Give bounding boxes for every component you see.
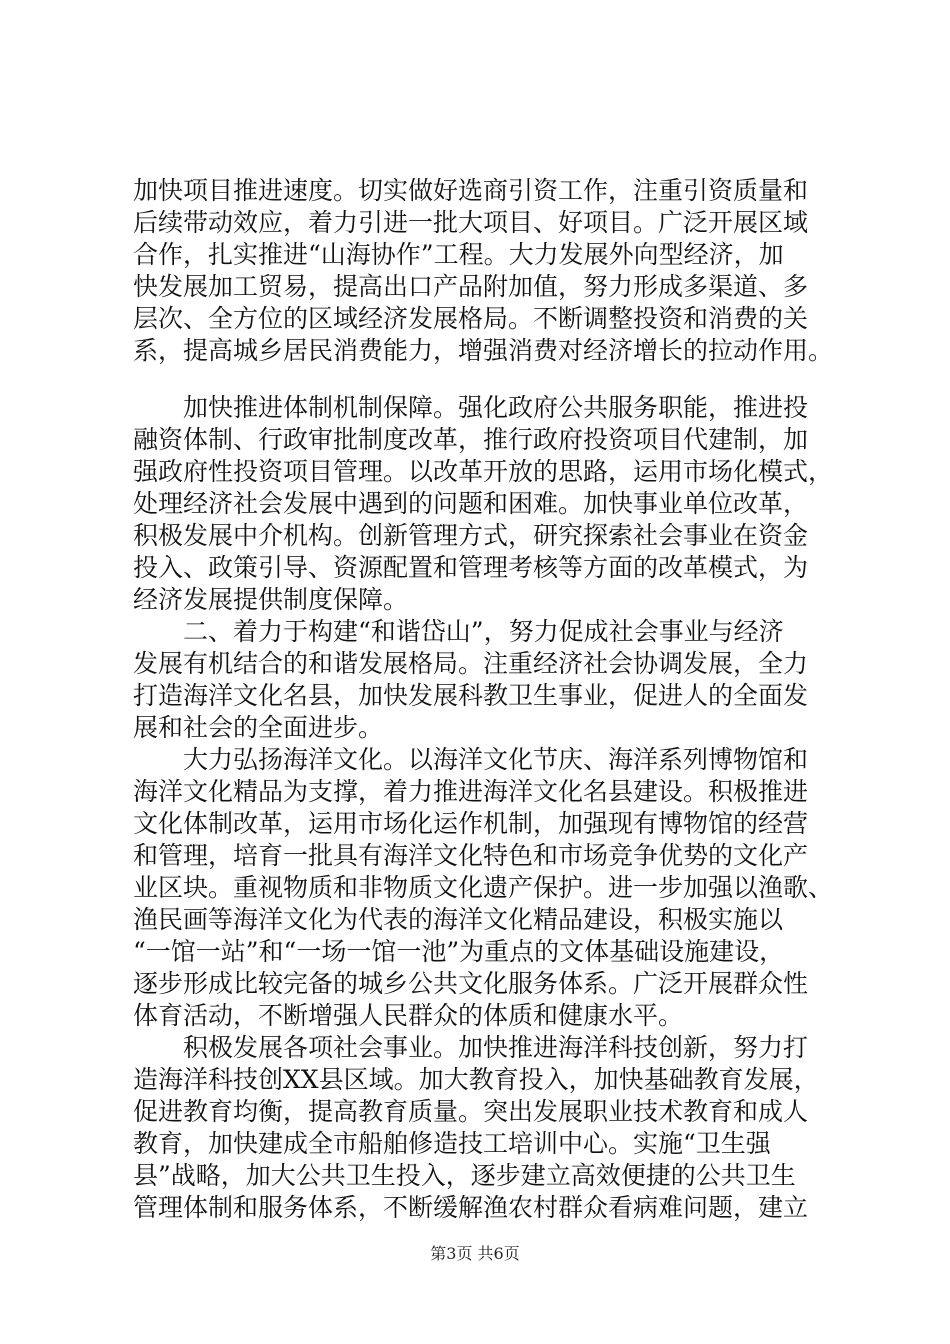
text-line: 融资体制、行政审批制度改革，推行政府投资项目代建制，加	[133, 425, 809, 454]
text-line: 造海洋科技创XX县区域。加大教育投入，加快基础教育发展，	[133, 1065, 819, 1094]
text-line: “一馆一站”和“一场一馆一池”为重点的文体基础设施建设，	[133, 937, 785, 966]
text-line: 合作，扎实推进“山海协作”工程。大力发展外向型经济，加	[133, 240, 784, 269]
text-line: 教育，加快建成全市船舶修造技工培训中心。实施“卫生强	[133, 1129, 771, 1158]
text-line: 加快项目推进速度。切实做好选商引资工作，注重引资质量和	[133, 176, 809, 205]
text-line: 打造海洋文化名县，加快发展科教卫生事业，促进人的全面发	[133, 681, 809, 710]
text-line: 大力弘扬海洋文化。以海洋文化节庆、海洋系列博物馆和	[133, 745, 809, 774]
text-line: 渔民画等海洋文化为代表的海洋文化精品建设，积极实施以	[133, 905, 784, 934]
text-line: 投入、政策引导、资源配置和管理考核等方面的改革模式，为	[133, 553, 809, 582]
text-line: 经济发展提供制度保障。	[133, 585, 409, 614]
text-line: 管理体制和服务体系，不断缓解渔农村群众看病难问题，建立	[133, 1193, 809, 1222]
text-line: 积极发展中介机构。创新管理方式，研究探索社会事业在资金	[133, 521, 809, 550]
text-line: 二、着力于构建“和谐岱山”，努力促成社会事业与经济	[133, 617, 784, 646]
text-line: 快发展加工贸易，提高出口产品附加值，努力形成多渠道、多	[133, 272, 809, 301]
text-line: 层次、全方位的区域经济发展格局。不断调整投资和消费的关	[133, 304, 809, 333]
text-line: 系，提高城乡居民消费能力，增强消费对经济增长的拉动作用。	[133, 336, 834, 365]
text-line: 业区块。重视物质和非物质文化遗产保护。进一步加强以渔歌、	[133, 873, 834, 902]
text-line: 促进教育均衡，提高教育质量。突出发展职业技术教育和成人	[133, 1097, 809, 1126]
page-footer: 第3页 共6页	[430, 1244, 520, 1263]
text-line: 加快推进体制机制保障。强化政府公共服务职能，推进投	[133, 393, 809, 422]
text-line: 县”战略，加大公共卫生投入，逐步建立高效便捷的公共卫生	[133, 1161, 796, 1190]
text-line: 展和社会的全面进步。	[133, 713, 384, 742]
text-line: 强政府性投资项目管理。以改革开放的思路，运用市场化模式，	[133, 457, 834, 486]
text-line: 文化体制改革，运用市场化运作机制，加强现有博物馆的经营	[133, 809, 809, 838]
text-line: 逐步形成比较完备的城乡公共文化服务体系。广泛开展群众性	[133, 969, 809, 998]
text-line: 发展有机结合的和谐发展格局。注重经济社会协调发展，全力	[133, 649, 809, 678]
text-line: 海洋文化精品为支撑，着力推进海洋文化名县建设。积极推进	[133, 777, 809, 806]
text-line: 积极发展各项社会事业。加快推进海洋科技创新，努力打	[133, 1033, 809, 1062]
text-line: 体育活动，不断增强人民群众的体质和健康水平。	[133, 1001, 684, 1030]
text-line: 处理经济社会发展中遇到的问题和困难。加快事业单位改革，	[133, 489, 809, 518]
text-line: 后续带动效应，着力引进一批大项目、好项目。广泛开展区域	[133, 208, 809, 237]
text-line: 和管理，培育一批具有海洋文化特色和市场竞争优势的文化产	[133, 841, 809, 870]
